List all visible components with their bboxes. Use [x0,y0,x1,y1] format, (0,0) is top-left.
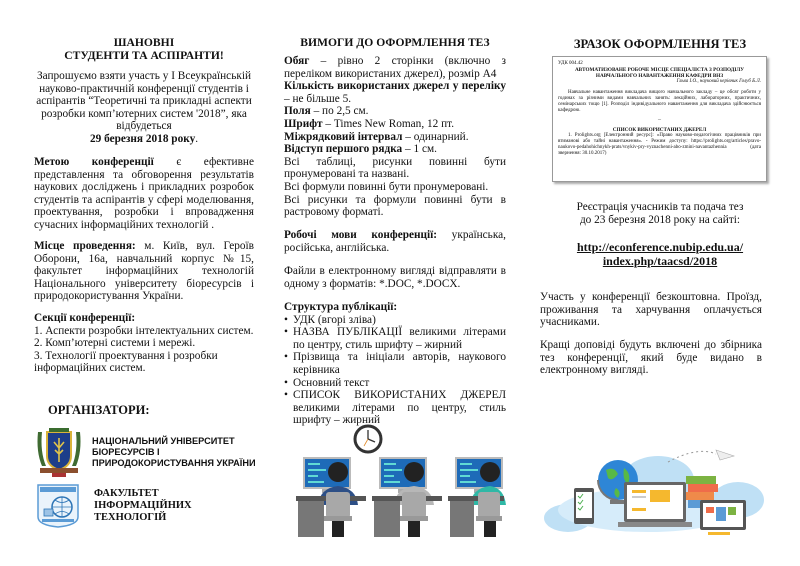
registration-link[interactable] [530,240,790,268]
structure-item: • Прізвища та ініціали авторів, наукового керівника [284,351,506,376]
requirement-text: – не більше 5. [284,92,352,105]
greeting-line-1: ШАНОВНІ [113,36,175,49]
requirement-label: Відступ першого рядка [284,143,403,156]
requirement-text: – 1 см. [402,143,437,156]
structure-item: • УДК (вгорі зліва) [284,314,506,327]
sample-authors: Гльва І.О., науковий керівник Голуб Б.Л. [676,79,761,84]
requirement-text: – рівно 2 сторінки (включно з переліком використаних джерел), розмір А4 [284,55,506,80]
requirement-label: Обяг [284,55,310,67]
pencil-icon [708,532,730,535]
elearning-cloud-illustration [538,440,766,536]
requirement-label: Шрифт [284,117,323,130]
smartphone-icon [574,488,594,524]
registration-link-line-1[interactable]: http://econference.nubip.edu.ua/ [576,240,744,254]
section-item: 2. Комп’ютерні системи і мережі. [34,337,196,350]
structure-label: Структура публікації: [284,301,398,313]
sample-ref-item: 1. Prolights.org [Електронний ресурс]: «Право науково-педагогічних працівників при втиманові або тайні навантаження». - Режим доступу: https://prolights.org/articles/pravo-naukovo-pedahohichnykh-prats/vnykiv-pry-vyznachenni-abo-zmini-navantazhennia (дата звернення: 30.10.2017) [558,133,761,156]
university-coat-of-arms-icon [34,426,84,478]
student-3 [448,458,506,537]
file-formats-text: Файли в електронному вигляді відправляти в одному з форматів: *.DOC, *.DOCX. [284,265,506,290]
invitation-text [34,70,254,146]
sections-label: Секції конференції: [34,312,136,324]
faculty-name: ФАКУЛЬТЕТ ІНФОРМАЦІЙНИХ ТЕХНОЛОГІЙ [94,488,192,523]
languages-text: українська, російська, англійська. [284,229,506,254]
conference-date: 29 березня 2018 року [89,132,196,145]
structure-item: • Основний текст [284,377,506,390]
venue-label: Місце проведення: [34,240,136,252]
wall-clock-icon [355,426,381,452]
requirement-label: Кількість використаних джерел у переліку [284,80,506,93]
invitation-body: Запрошуємо взяти участь у І Всеукраїнській науково-практичній конференції студентів і аспірантів “Теоретичні та прикладні аспекти розробки комп’ютерних систем '2018”, яка відбудеться [36,70,252,133]
requirement-text: – Times New Roman, 12 пт. [322,117,455,130]
registration-line-1: Реєстрація учасників та подача тез [576,201,744,213]
university-name: НАЦІОНАЛЬНИЙ УНІВЕРСИТЕТ БІОРЕСУРСІВ І ПРИРОДОКОРИСТУВАННЯ УКРАЇНИ [92,435,256,468]
organizer-university [34,426,262,478]
requirement-item [284,143,506,156]
laptop-icon [618,482,692,527]
requirements-title: ВИМОГИ ДО ОФОРМЛЕННЯ ТЕЗ [300,36,490,49]
requirement-item [284,131,506,144]
venue-paragraph [34,240,254,303]
structure-block [284,301,506,427]
goal-label: Метою конференції [34,156,154,168]
section-item: 3. Технології проектування і розробки інформаційних систем. [34,349,218,375]
venue-text: м. Київ, вул. Героїв Оборони, 16а, навчальний корпус №15, факультет інформаційних технологій Національного університету біоресурсів і природокористування України. [34,240,254,303]
student-2 [372,458,442,537]
students-at-computers-illustration [296,420,506,540]
faculty-logo-icon [36,483,80,529]
note-item: Всі рисунки та формули повинні бути в растровому форматі. [284,193,506,219]
sample-thesis-title: АВТОМАТИЗОВАНЕ РОБОЧЕ МІСЦЕ СПЕЦІАЛІСТА З РОЗПОДІЛУ НАВЧАЛЬНОГО НАВАНТАЖЕННЯ КАФЕДРИ ВНЗ [574,67,745,79]
requirement-label: Міжрядковий інтервал [284,130,403,143]
requirement-item [284,55,506,80]
sample-udk: УДК 004.42 [558,61,583,66]
student-1 [296,458,366,537]
requirement-label: Поля [284,105,311,118]
registration-text [530,201,790,226]
sample-body: Навчальне навантаження викладача вищого навчального закладу – це обсяг роботи у годинах за різними видами навчальних занять: лекційних, лабораторних, практичних, семінарських тощо [1]. Розподіл індивідуального навантаження для викладача здійснюється кафедрою. [558,90,761,113]
paper-plane-icon [716,450,734,460]
organizers-title: ОРГАНІЗАТОРИ: [48,403,150,417]
proceedings-info: Кращі доповіді будуть включені до збірника тез конференції, який буде видано в електронному вигляді. [540,339,762,377]
requirement-item [284,105,506,118]
structure-item: • НАЗВА ПУБЛІКАЦІЇ великими літерами по центру, стиль шрифту – жирний [284,326,506,351]
sample-refs-title: СПИСОК ВИКОРИСТАНИХ ДЖЕРЕЛ [612,127,707,133]
tablet-icon [700,500,746,530]
goal-paragraph [34,156,254,232]
date-suffix: . [195,132,199,145]
sections-block [34,312,254,375]
languages-paragraph [284,229,506,254]
requirement-item [284,80,506,105]
greeting-line-2: СТУДЕНТИ ТА АСПІРАНТИ! [64,49,224,62]
requirements-list [284,55,506,219]
organizer-faculty [36,483,254,529]
sample-thesis-box [552,56,767,182]
languages-label: Робочі мови конференції: [284,229,438,241]
participation-info: Участь у конференції безкоштовна. Проїзд, проживання та харчування оплачується учасниками. [540,291,762,329]
sample-title: ЗРАЗОК ОФОРМЛЕННЯ ТЕЗ [573,37,747,51]
requirement-item [284,118,506,131]
registration-line-2: до 23 березня 2018 року на сайті: [579,213,741,226]
note-item: Всі формули повинні бути пронумеровані. [284,180,489,193]
registration-link-line-2[interactable]: index.php/taacsd/2018 [602,254,718,268]
requirement-text: – одинарний. [402,130,469,143]
goal-text: є ефективне представлення та обговорення результатів наукових досліджень і прикладних розробок студентів та аспірантів у сфері моделювання, проектування, розробки і впровадження сучасних інформаційних технологій . [34,156,254,231]
section-item: 1. Аспекти розробки інтелектуальних систем. [34,324,254,337]
structure-item: • СПИСОК ВИКОРИСТАНИХ ДЖЕРЕЛ великими літерами по центру, стиль шрифту – жирний [284,389,506,427]
sample-ellipsis: ... [657,117,662,122]
greeting-title [34,36,254,62]
requirement-text: – по 2,5 см. [310,105,369,118]
note-item: Всі таблиці, рисунки повинні бути пронумеровані та названі. [284,155,506,181]
